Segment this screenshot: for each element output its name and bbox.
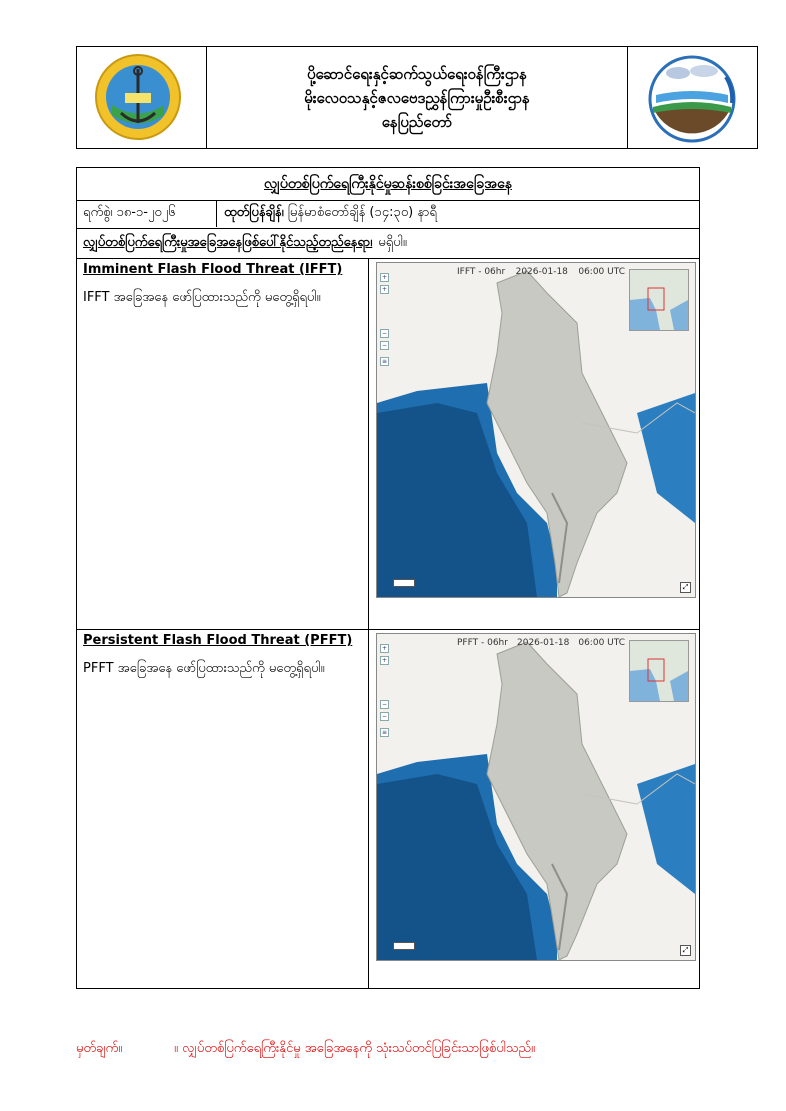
pfft-map-date: 2026-01-18: [517, 638, 570, 648]
header-line-2: မိုးလေဝသနှင့်ဇလဗေဒညွှန်ကြားမှုဦးစီးဌာန: [304, 88, 530, 107]
footer-note-text: ။ လျှပ်တစ်ပြက်ရေကြီးနိုင်မှု အခြေအနေကို သုံးသပ်တင်ပြခြင်းသာဖြစ်ပါသည်။: [174, 1041, 535, 1056]
pfft-overview-graphic: [630, 641, 688, 701]
zoom-in-icon[interactable]: +: [381, 657, 388, 664]
ifft-description: IFFT အခြေအနေ ဖော်ပြထားသည်ကို မတွေ့ရှိရပါ။: [83, 290, 321, 305]
pfft-map-header: [457, 638, 625, 648]
status-label: လျှပ်တစ်ပြက်ရေကြီးမှုအခြေအနေဖြစ်ပေါ်နိုင်သည့်တည်နေရာ၊: [83, 234, 373, 250]
fullscreen-icon[interactable]: ⤢: [680, 945, 691, 956]
header-line-3: နေပြည်တော်: [381, 112, 453, 131]
pfft-map-title: PFFT - 06hr: [457, 638, 508, 648]
pfft-map-time: 06:00 UTC: [578, 638, 625, 648]
pfft-description: PFFT အခြေအနေ ဖော်ပြထားသည်ကို မတွေ့ရှိရပါ။: [83, 661, 325, 676]
ifft-map-header: [457, 267, 625, 277]
report-title: လျှပ်တစ်ပြက်ရေကြီးနိုင်မှုဆန်းစစ်ခြင်းအခြေအနေ: [77, 168, 699, 201]
ifft-text-cell: [77, 258, 369, 629]
zoom-out-icon[interactable]: −: [381, 330, 388, 337]
header-box: [76, 46, 758, 149]
scale-bar: [393, 942, 415, 950]
ifft-map-title: IFFT - 06hr: [457, 267, 506, 277]
hydrology-logo: [628, 47, 757, 148]
zoom-out-icon[interactable]: −: [381, 701, 388, 708]
ifft-heading: Imminent Flash Flood Threat (IFFT): [83, 262, 343, 277]
ifft-overview-map[interactable]: [629, 269, 689, 331]
header-line-1: ပို့ဆောင်ရေးနှင့်ဆက်သွယ်ရေးဝန်ကြီးဌာန: [307, 64, 527, 83]
footer-note: [76, 1040, 716, 1059]
footer-note-label: မှတ်ချက်။: [76, 1041, 123, 1056]
issue-time-label: ထုတ်ပြန်ချိန်၊: [224, 205, 284, 220]
ifft-map-time: 06:00 UTC: [578, 267, 625, 277]
fullscreen-icon[interactable]: ⤢: [680, 582, 691, 593]
zoom-slider-icon[interactable]: ≡: [381, 729, 388, 736]
zoom-out-icon[interactable]: −: [381, 342, 388, 349]
pfft-heading: Persistent Flash Flood Threat (PFFT): [83, 633, 353, 648]
ifft-map[interactable]: [376, 262, 696, 598]
status-value: မရှိပါ။: [378, 234, 407, 250]
pfft-map[interactable]: [376, 633, 696, 961]
pfft-section: [77, 629, 699, 988]
date-row: [77, 200, 699, 229]
hydrology-logo-cell: [627, 47, 757, 148]
report-table: [76, 167, 700, 989]
ifft-map-date: 2026-01-18: [515, 267, 568, 277]
zoom-in-icon[interactable]: +: [381, 286, 388, 293]
date-value: ၁၈-၁-၂၀၂၆: [116, 205, 176, 220]
status-row: [77, 228, 699, 259]
issue-time-cell: [218, 200, 699, 227]
ifft-overview-graphic: [630, 270, 688, 330]
header-title: [207, 47, 627, 148]
pfft-overview-map[interactable]: [629, 640, 689, 702]
ministry-logo: [77, 47, 206, 148]
zoom-slider-icon[interactable]: ≡: [381, 358, 388, 365]
zoom-in-icon[interactable]: +: [381, 274, 388, 281]
ministry-logo-cell: [77, 47, 207, 148]
date-cell: [77, 200, 217, 227]
issue-time-value: မြန်မာစံတော်ချိန် (၁၄:၃၀) နာရီ: [287, 205, 437, 220]
scale-bar: [393, 579, 415, 587]
pfft-text-cell: [77, 629, 369, 988]
date-label: ရက်စွဲ၊: [83, 205, 113, 220]
ifft-section: [77, 258, 699, 630]
zoom-out-icon[interactable]: −: [381, 713, 388, 720]
zoom-in-icon[interactable]: +: [381, 645, 388, 652]
